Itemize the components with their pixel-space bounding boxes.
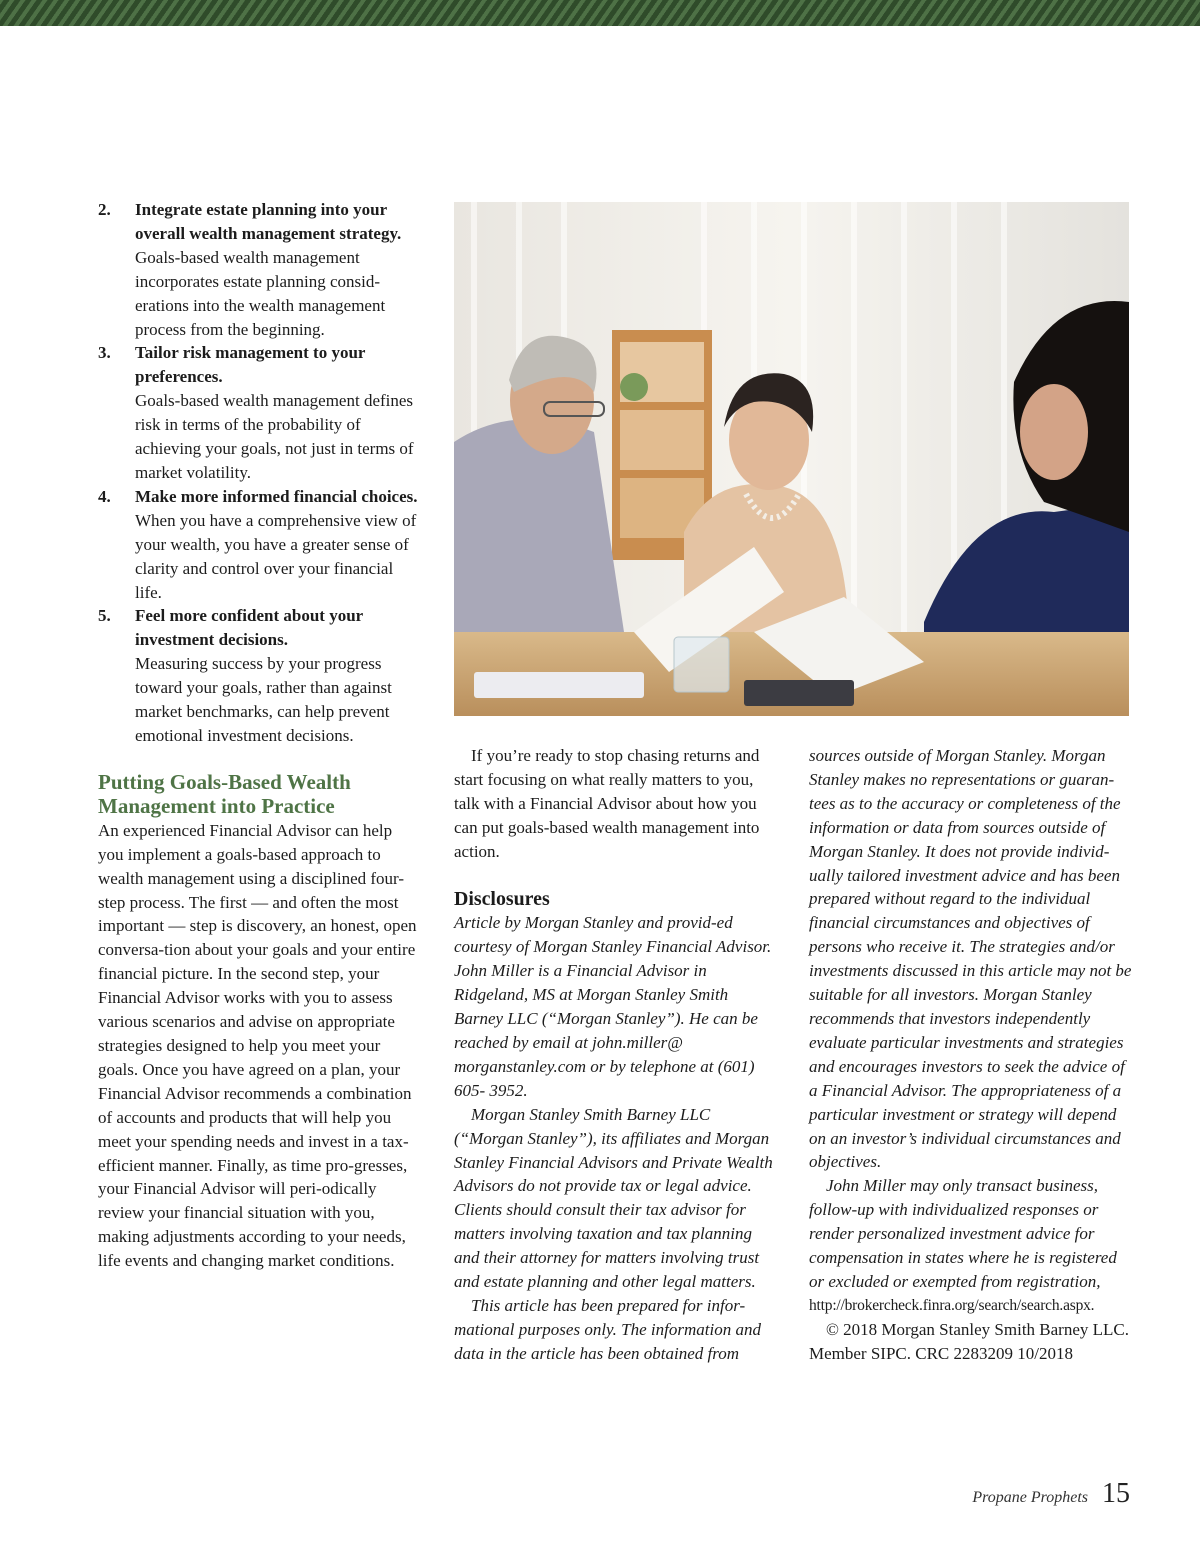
list-item-title: Make more informed financial choices. xyxy=(135,486,418,506)
list-item-body: Goals-based wealth management incorporates estate planning consid-erations into the wealth management process from the beginning. xyxy=(135,247,386,339)
list-item-body: Goals-based wealth management defines risk in terms of the probability of achieving your goals, not just in terms of market volatility. xyxy=(135,391,414,482)
magazine-name: Propane Prophets xyxy=(972,1489,1088,1506)
brokercheck-link[interactable]: http://brokercheck.finra.org/search/search.aspx. xyxy=(809,1296,1095,1314)
middle-column xyxy=(454,744,776,1366)
list-number: 5. xyxy=(98,606,111,626)
list-item xyxy=(98,341,420,484)
closing-paragraph: If you’re ready to stop chasing returns and start focusing on what really matters to you, talk with a Financial Advisor about how you can put goals-based wealth management into action. xyxy=(454,746,760,861)
disclosure-paragraph: Article by Morgan Stanley and provid-ed courtesy of Morgan Stanley Financial Advisor. John Miller is a Financial Advisor in Ridgeland, MS at Morgan Stanley Smith Barney LLC (“Morgan Stanley”). He can be reached by email at john.miller@ morganstanley.com or by telephone at (601) 605- 3952. xyxy=(454,913,772,1100)
goals-list xyxy=(98,198,420,748)
list-item-title: Integrate estate planning into your overall wealth management strategy. xyxy=(135,200,402,243)
list-item xyxy=(98,604,420,747)
list-item-body: Measuring success by your progress toward your goals, rather than against market benchmarks, can help prevent emotional investment decisions. xyxy=(135,654,392,745)
disclosure-paragraph: Morgan Stanley Smith Barney LLC (“Morgan Stanley”), its affiliates and Morgan Stanley Financial Advisors and Private Wealth Advisors do not provide tax or legal advice. Clients should consult their tax advisor for matters involving taxation and tax planning and their attorney for matters involving trust and estate planning and other legal matters. xyxy=(454,1104,773,1292)
copyright-notice: © 2018 Morgan Stanley Smith Barney LLC. Member SIPC. CRC 2283209 10/2018 xyxy=(809,1319,1129,1363)
disclosure-paragraph: John Miller may only transact business, follow-up with individualized responses or render personalized investment advice for compensation in states where he is registered or excluded or exempted from registration, xyxy=(809,1176,1117,1291)
disclosure-paragraph: This article has been prepared for infor-mational purposes only. The information and data in the article has been obtained from xyxy=(454,1295,761,1363)
left-column xyxy=(98,198,420,1273)
practice-paragraph: An experienced Financial Advisor can help you implement a goals-based approach to wealth management using a disciplined four-step process. The first — and often the most important — step is discovery, an honest, open conversa-tion about your goals and your entire financial picture. In the second step, your Financial Advisor works with you to assess various scenarios and advise on appropriate strategies designed to help you meet your goals. Once you have agreed on a plan, your Financial Advisor recommends a combination of accounts and products that will help you meet your spending needs and invest in a tax-efficient manner. Finally, as time pro-gresses, your Financial Advisor will peri-odically review your financial situation with you, making adjustments according to your needs, life events and changing market conditions. xyxy=(98,820,417,1271)
list-number: 4. xyxy=(98,486,111,506)
page-footer xyxy=(972,1478,1130,1510)
list-item-title: Feel more confident about your investment decisions. xyxy=(135,606,363,650)
top-decorative-band xyxy=(0,0,1200,26)
list-item xyxy=(98,485,420,605)
list-item xyxy=(98,198,420,341)
list-number: 3. xyxy=(98,343,111,363)
disclosures-heading: Disclosures xyxy=(454,887,550,910)
list-item-body: When you have a comprehensive view of your wealth, you have a greater sense of clarity and control over your financial life. xyxy=(135,510,417,602)
right-column xyxy=(809,744,1133,1366)
disclosure-paragraph-continued: sources outside of Morgan Stanley. Morgan Stanley makes no representations or guaran-tees as to the accuracy or completeness of the information or data from sources outside of Morgan Stanley. It does not provide individ-ually tailored investment advice and has been prepared without regard to the individual financial circumstances and objectives of persons who receive it. The strategies and/or investments discussed in this article may not be suitable for all investors. Morgan Stanley recommends that investors independently evaluate particular investments and strategies and encourages investors to seek the advice of a Financial Advisor. The appropriateness of a particular investment or strategy will depend on an investor’s individual circumstances and objectives. xyxy=(809,746,1132,1172)
advisor-meeting-photo xyxy=(454,202,1129,716)
page-number: 15 xyxy=(1102,1478,1130,1509)
section-heading: Putting Goals-Based Wealth Management into Practice xyxy=(98,769,351,819)
list-item-title: Tailor risk management to your preferences. xyxy=(135,343,366,387)
list-number: 2. xyxy=(98,200,111,219)
